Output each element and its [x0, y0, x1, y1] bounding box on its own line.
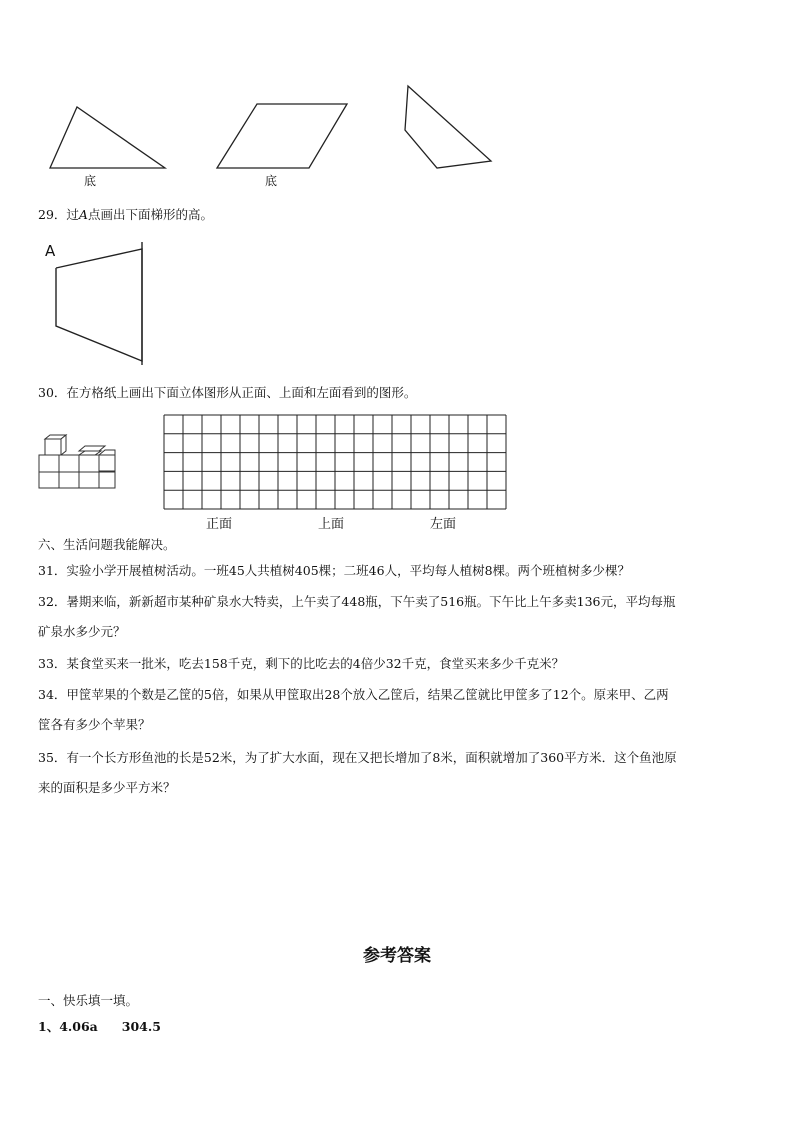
parallelogram-shape — [217, 104, 347, 168]
question-29-prefix: 29．过 — [38, 207, 79, 222]
question-34-line2: 筐各有多少个苹果？ — [38, 717, 151, 732]
answer-item-1-value-b: 304.5 — [121, 1019, 161, 1034]
question-32-line2: 矿泉水多少元？ — [38, 624, 126, 639]
cube-stack-figure — [35, 434, 125, 494]
triangle-base-label: 底 — [84, 174, 97, 188]
question-35-line1: 35．有一个长方形鱼池的长是52米，为了扩大水面，现在又把长增加了8米，面积就增加了360平方米．这个鱼池原 — [38, 750, 677, 765]
grid-label-front: 正面 — [206, 517, 233, 532]
answer-item-1 — [38, 1019, 161, 1035]
question-34 — [38, 687, 758, 733]
question-35-line2: 来的面积是多少平方米？ — [38, 780, 176, 795]
parallelogram-figure — [213, 100, 353, 180]
question-34-line1: 34．甲筐苹果的个数是乙筐的5倍，如果从甲筐取出28个放入乙筐后，结果乙筐就比甲筐多了12个。原来甲、乙两 — [38, 687, 669, 702]
question-35 — [38, 750, 758, 796]
question-32-line1: 32．暑期来临，新新超市某种矿泉水大特卖，上午卖了448瓶，下午卖了516瓶。下午比上午多卖136元，平均每瓶 — [38, 594, 676, 609]
triangle-shape — [50, 107, 165, 168]
section-6-title: 六、生活问题我能解决。 — [38, 537, 176, 552]
question-29-suffix: 点画出下面梯形的高。 — [87, 207, 213, 222]
trapezoid-shape — [405, 86, 491, 168]
question-32 — [38, 594, 758, 640]
trapezoid-figure — [400, 82, 500, 172]
question-29 — [38, 207, 213, 223]
question-33: 33．某食堂买来一批米，吃去158千克，剩下的比吃去的4倍少32千克，食堂买来多少千克米？ — [38, 656, 565, 671]
answer-item-1-label: 1、 — [38, 1019, 60, 1034]
answer-item-1-value-a: 4.06a — [59, 1019, 98, 1034]
grid-label-top: 上面 — [318, 517, 345, 532]
answers-section-1: 一、快乐填一填。 — [38, 993, 139, 1008]
parallelogram-base-label: 底 — [265, 174, 278, 188]
square-grid — [163, 414, 507, 510]
question-31: 31．实验小学开展植树活动。一班45人共植树405棵；二班46人，平均每人植树8棵。两个班植树多少棵？ — [38, 563, 631, 578]
question-30: 30．在方格纸上画出下面立体图形从正面、上面和左面看到的图形。 — [38, 385, 417, 400]
question-29-var: A — [78, 207, 88, 222]
right-trapezoid-figure — [45, 240, 155, 370]
triangle-figure — [45, 100, 175, 180]
answers-title: 参考答案 — [363, 946, 431, 966]
trapezoid-outline — [56, 249, 142, 361]
trapezoid-point-label: A — [45, 242, 56, 260]
grid-label-left: 左面 — [430, 517, 457, 532]
